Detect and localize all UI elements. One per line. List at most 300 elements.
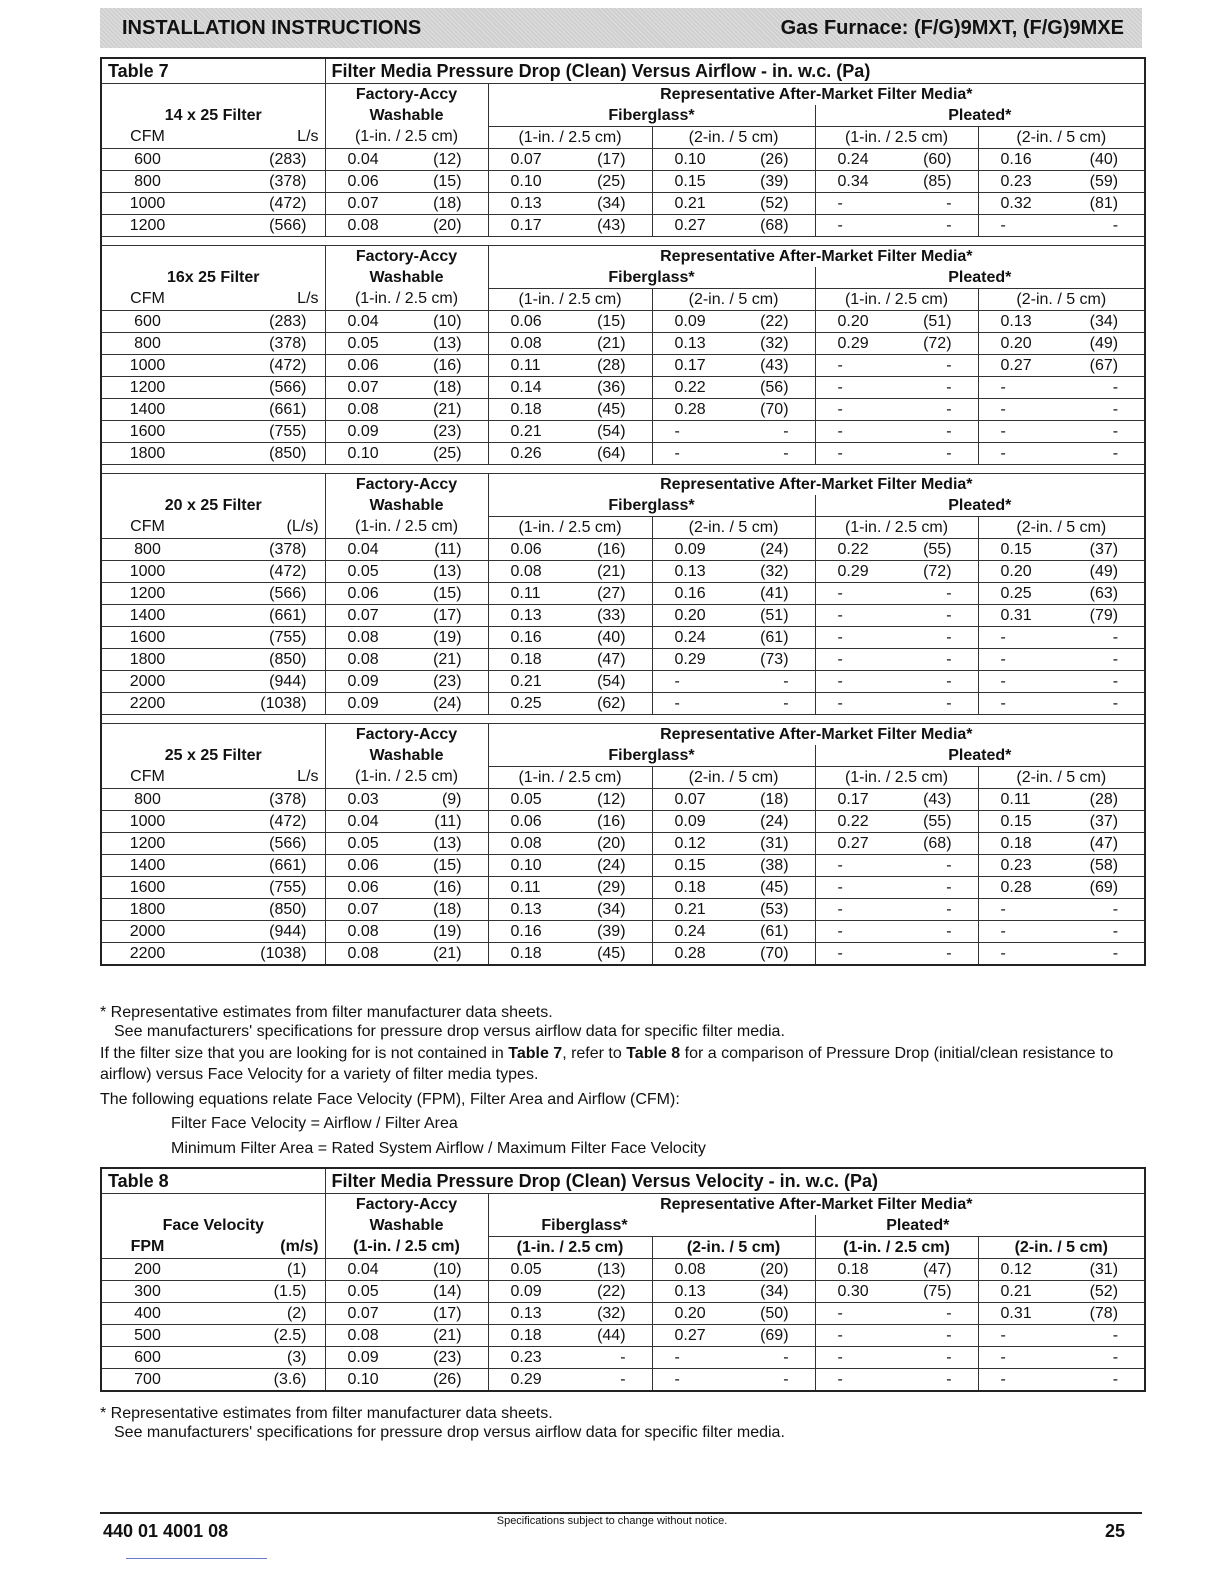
table-7-section-3-unit-5: (2-in. / 5 cm) [652, 517, 815, 539]
table-7-section-2-row [101, 443, 1145, 465]
table-7-section-4-cell: (38) [732, 855, 815, 877]
table-7-section-4-unit-2: L/s [185, 767, 325, 789]
page-number: 25 [1104, 1521, 1125, 1541]
table-7-section-2-cell: - [1058, 443, 1145, 465]
table-7-section-2-cell: - [895, 377, 978, 399]
table-7-section-3-blank-cell [101, 474, 325, 496]
table-7-section-4-cell: 0.06 [488, 811, 569, 833]
intro-text-c: for a comparison of Pressure Drop (initial/clean resistance to airflow) versus Face Velocity for a variety of filter media types. [100, 1045, 1114, 1083]
table-7-section-3-cell: (37) [1058, 539, 1145, 561]
table-8-cell: (17) [415, 1303, 488, 1325]
table-7-section-2-cell: - [895, 443, 978, 465]
table-8-cell: - [815, 1325, 895, 1347]
table-7-section-1-cell: 0.07 [488, 149, 569, 171]
table-8-cell: (78) [1058, 1303, 1145, 1325]
table-7-section-4-row [101, 855, 1145, 877]
table-8-cell: (2.5) [185, 1325, 325, 1347]
table-7-section-3-cell: - [895, 605, 978, 627]
table-7-section-2-cell: - [1058, 399, 1145, 421]
table-7-section-4-cell: (472) [185, 811, 325, 833]
table-7-section-2-cell: 1800 [101, 443, 185, 465]
table-8-cell: (31) [1058, 1259, 1145, 1281]
table-7-section-3-aftermarket-label: Representative After-Market Filter Media* [488, 474, 1145, 496]
table-7-section-4-cell: (566) [185, 833, 325, 855]
table-7-section-4-cell: (43) [895, 789, 978, 811]
table-7-section-1-row [101, 149, 1145, 171]
table-7-section-4-cell: 0.22 [815, 811, 895, 833]
table-7-section-2-factory-label-1: Factory-Accy [325, 246, 488, 268]
table-7-section-4-row [101, 943, 1145, 966]
table-7-section-3-cell: (850) [185, 649, 325, 671]
table-7-section-4-unit-5: (2-in. / 5 cm) [652, 767, 815, 789]
table-8-row [101, 1303, 1145, 1325]
table-7-section-2-cell: - [978, 399, 1058, 421]
table-7-section-4-row [101, 811, 1145, 833]
table-7-section-3-cell: 1400 [101, 605, 185, 627]
table-7-section-3-cell: 0.09 [652, 539, 732, 561]
table-7-section-4-cell: (15) [415, 855, 488, 877]
table-7-section-3-header-row-1 [101, 474, 1145, 496]
table-7-section-4-cell: - [815, 921, 895, 943]
table-7-section-1-cell: 1200 [101, 215, 185, 237]
table-8-unit-4: (1-in. / 2.5 cm) [488, 1237, 652, 1259]
table-7-section-4-cell: 0.17 [815, 789, 895, 811]
table-7-section-4-cell: - [815, 899, 895, 921]
table-7-section-4-cell: (9) [415, 789, 488, 811]
table-7-section-3-cell: 0.16 [652, 583, 732, 605]
table-8-cell: - [895, 1325, 978, 1347]
table-7-section-3-row [101, 561, 1145, 583]
table-7-section-3-cell: 0.20 [978, 561, 1058, 583]
table-7-section-3-cell: 0.11 [488, 583, 569, 605]
table-7-section-2-cell: 0.04 [325, 311, 415, 333]
table-7-section-3-cell: (661) [185, 605, 325, 627]
table-7-section-4-cell: 0.28 [652, 943, 732, 966]
table-7-section-4-cell: (12) [569, 789, 652, 811]
table-7-section-2-cell: 0.07 [325, 377, 415, 399]
table-7-section-4-cell: 0.07 [652, 789, 732, 811]
table-7-section-3-cell: 1200 [101, 583, 185, 605]
table-7-section-4-cell: 0.13 [488, 899, 569, 921]
table-8-title-row [101, 1168, 1145, 1194]
table-7-section-1-cell: 0.16 [978, 149, 1058, 171]
table-7-section-2-cell: (15) [569, 311, 652, 333]
table-8-cell: 0.21 [978, 1281, 1058, 1303]
table-7-section-1-cell: 800 [101, 171, 185, 193]
table-7-section-3-cell: - [895, 583, 978, 605]
table-7-section-2-cell: - [815, 443, 895, 465]
table-7-section-3-cell: (17) [415, 605, 488, 627]
table-7-section-2-fiberglass-label: Fiberglass* [488, 267, 815, 289]
table-7-section-2-cell: (23) [415, 421, 488, 443]
table-7-section-4-header-row-1 [101, 724, 1145, 746]
table-7-section-4-cell: 0.28 [978, 877, 1058, 899]
table-7-section-1-cell: (283) [185, 149, 325, 171]
table-7-section-4-fiberglass-label: Fiberglass* [488, 745, 815, 767]
table-7-section-1-cell: (26) [732, 149, 815, 171]
table-7-section-2-unit-4: (1-in. / 2.5 cm) [488, 289, 652, 311]
footer-disclaimer: Specifications subject to change without notice. [496, 1515, 728, 1527]
table-7-section-2-cell: (378) [185, 333, 325, 355]
table-8-footnote [100, 1404, 1144, 1442]
footer-link-underline [126, 1558, 267, 1559]
table-7-section-3-unit-6: (1-in. / 2.5 cm) [815, 517, 978, 539]
table-7-section-3-header-row-2 [101, 495, 1145, 517]
intro-text-b: , refer to [562, 1045, 627, 1062]
table-7-section-1-cell: (566) [185, 215, 325, 237]
table-7-section-2-cell: (28) [569, 355, 652, 377]
table-7-section-4-unit-1: CFM [101, 767, 185, 789]
table-7-section-3-cell: (73) [732, 649, 815, 671]
table-7-section-3-row [101, 671, 1145, 693]
table-7-section-3-cell: (19) [415, 627, 488, 649]
table-8-unit-1: FPM [101, 1237, 185, 1259]
table-7-section-1-cell: (18) [415, 193, 488, 215]
table-7-section-4-row [101, 833, 1145, 855]
table-7-section-3-cell: (472) [185, 561, 325, 583]
table-7-section-4-header-row-2 [101, 745, 1145, 767]
table-7-section-1-cell: (52) [732, 193, 815, 215]
table-7-section-1-cell: (81) [1058, 193, 1145, 215]
table-7-section-4-cell: (47) [1058, 833, 1145, 855]
table-7-section-3-cell: 0.18 [488, 649, 569, 671]
table-7-section-2-cell: 0.13 [652, 333, 732, 355]
table-7-section-1-cell: 0.13 [488, 193, 569, 215]
table-7-section-3-cell: - [895, 627, 978, 649]
table-7-section-3-cell: 0.09 [325, 693, 415, 715]
table-7-section-2-cell: 1200 [101, 377, 185, 399]
table-7-section-3-cell: - [652, 671, 732, 693]
table-7-section-2-cell: - [1058, 421, 1145, 443]
table-7-section-1-unit-4: (1-in. / 2.5 cm) [488, 127, 652, 149]
table-7-section-4-cell: 0.05 [325, 833, 415, 855]
table-7-section-4-row [101, 921, 1145, 943]
table-8-cell: - [978, 1369, 1058, 1392]
table-7-section-3-unit-7: (2-in. / 5 cm) [978, 517, 1145, 539]
table-8-cell: 0.18 [488, 1325, 569, 1347]
equations-intro: The following equations relate Face Velocity (FPM), Filter Area and Airflow (CFM): [100, 1091, 680, 1108]
table-7-section-4-cell: (24) [732, 811, 815, 833]
table-7-section-4-cell: 1000 [101, 811, 185, 833]
table-7-section-4-cell: - [815, 877, 895, 899]
table-7-footnote-2: See manufacturers' specifications for pressure drop versus airflow data for specific filter media. [114, 1023, 785, 1040]
table-8-reference: Table 8 [626, 1045, 681, 1062]
table-7-section-4-cell: - [978, 943, 1058, 966]
table-7-section-1-unit-1: CFM [101, 127, 185, 149]
table-7-section-2-cell: 0.29 [815, 333, 895, 355]
table-7-section-4-cell: - [978, 921, 1058, 943]
table-7-section-3-cell: 0.25 [978, 583, 1058, 605]
table-7-section-2-cell: - [732, 443, 815, 465]
table-7-reference: Table 7 [508, 1045, 563, 1062]
equation-minimum-area: Minimum Filter Area = Rated System Airflow / Maximum Filter Face Velocity [171, 1140, 706, 1157]
table-7-section-3-cell: (21) [569, 561, 652, 583]
table-7-section-2-cell: (850) [185, 443, 325, 465]
table-7-section-2-cell: (64) [569, 443, 652, 465]
table-7-section-2-cell: 0.20 [978, 333, 1058, 355]
table-7-section-2-cell: (25) [415, 443, 488, 465]
table-7-section-4-cell: (45) [569, 943, 652, 966]
table-8-unit-2: (m/s) [185, 1237, 325, 1259]
table-7-section-3-cell: 0.25 [488, 693, 569, 715]
table-8-cell: (1) [185, 1259, 325, 1281]
table-7-section-1-blank-cell [101, 84, 325, 106]
table-8-cell: 0.04 [325, 1259, 415, 1281]
table-7-section-2-row [101, 399, 1145, 421]
table-7-section-2-cell: (18) [415, 377, 488, 399]
table-8-cell: 0.09 [325, 1347, 415, 1369]
page-header [100, 8, 1142, 48]
table-7-section-2-cell: (566) [185, 377, 325, 399]
table-7-section-2-cell: (22) [732, 311, 815, 333]
table-8-cell: (20) [732, 1259, 815, 1281]
table-8-cell: 0.13 [652, 1281, 732, 1303]
table-7-gap-cell [101, 237, 1145, 246]
table-8-cell: 0.08 [325, 1325, 415, 1347]
table-7-section-3-row [101, 693, 1145, 715]
table-8-unit-6: (1-in. / 2.5 cm) [815, 1237, 978, 1259]
table-8-cell: - [1058, 1347, 1145, 1369]
table-7-section-4-cell: (20) [569, 833, 652, 855]
table-7-section-4-cell: (34) [569, 899, 652, 921]
table-7-section-3-cell: - [978, 693, 1058, 715]
table-7-section-2-cell: - [1058, 377, 1145, 399]
table-7-section-4-cell: 0.09 [652, 811, 732, 833]
table-7-section-2-cell: 0.14 [488, 377, 569, 399]
table-7-section-3-unit-4: (1-in. / 2.5 cm) [488, 517, 652, 539]
table-7-section-3-cell: - [732, 671, 815, 693]
table-7-section-3-cell: 0.21 [488, 671, 569, 693]
table-7-section-2-cell: - [732, 421, 815, 443]
table-7-section-1-cell: 0.23 [978, 171, 1058, 193]
table-7-section-2-cell: (10) [415, 311, 488, 333]
table-7-section-3-cell: (24) [415, 693, 488, 715]
table-8-unit-3: (1-in. / 2.5 cm) [325, 1237, 488, 1259]
equation-face-velocity: Filter Face Velocity = Airflow / Filter Area [171, 1115, 458, 1132]
table-8-cell: - [652, 1369, 732, 1392]
table-7-section-4-cell: 0.23 [978, 855, 1058, 877]
table-7-section-4-cell: 0.11 [488, 877, 569, 899]
table-7-section-1-units-row [101, 127, 1145, 149]
table-7-section-4-cell: (16) [569, 811, 652, 833]
table-7-section-2-pleated-label: Pleated* [815, 267, 1145, 289]
table-7-section-2-cell: - [815, 355, 895, 377]
table-8-cell: 600 [101, 1347, 185, 1369]
table-7-section-2-cell: 0.22 [652, 377, 732, 399]
table-7-section-2-row [101, 311, 1145, 333]
table-7-section-1-cell: (43) [569, 215, 652, 237]
table-7-section-2-cell: 0.21 [488, 421, 569, 443]
table-7-section-1-cell: (39) [732, 171, 815, 193]
table-7-section-3-cell: 0.29 [652, 649, 732, 671]
table-7-section-3-cell: 0.31 [978, 605, 1058, 627]
table-7-section-1-cell: 0.21 [652, 193, 732, 215]
table-7-section-4-unit-4: (1-in. / 2.5 cm) [488, 767, 652, 789]
table-8-cell: (3.6) [185, 1369, 325, 1392]
table-8-cell: 0.20 [652, 1303, 732, 1325]
table-7-section-4-cell: 1600 [101, 877, 185, 899]
table-8-cell: 200 [101, 1259, 185, 1281]
table-7-section-4-cell: 0.15 [978, 811, 1058, 833]
table-7-section-4-cell: (68) [895, 833, 978, 855]
table-7-section-3-cell: 0.04 [325, 539, 415, 561]
table-7-section-4-cell: (28) [1058, 789, 1145, 811]
table-7-section-3-row [101, 539, 1145, 561]
table-7-section-2-cell: (13) [415, 333, 488, 355]
table-7-section-4-cell: 0.15 [652, 855, 732, 877]
table-8-cell: (22) [569, 1281, 652, 1303]
intro-text-a: If the filter size that you are looking for is not contained in [100, 1045, 509, 1062]
table-7-section-2-unit-3: (1-in. / 2.5 cm) [325, 289, 488, 311]
table-7-section-1-cell: 0.10 [652, 149, 732, 171]
table-7-section-4-cell: 800 [101, 789, 185, 811]
table-7-section-4-cell: (755) [185, 877, 325, 899]
table-7-section-gap [101, 237, 1145, 246]
table-7-section-2-cell: (34) [1058, 311, 1145, 333]
table-7-section-2-cell: (21) [569, 333, 652, 355]
table-7-section-4-cell: 0.07 [325, 899, 415, 921]
table-7-section-2-cell: - [652, 421, 732, 443]
table-8-cell: (23) [415, 1347, 488, 1369]
table-7-section-1-cell: (378) [185, 171, 325, 193]
table-7-section-4-cell: 0.08 [325, 921, 415, 943]
table-7-section-3-cell: (378) [185, 539, 325, 561]
table-8-fiberglass-label: Fiberglass* [488, 1215, 815, 1237]
table-7-section-2-cell: 600 [101, 311, 185, 333]
table-7-section-2-cell: (21) [415, 399, 488, 421]
table-7-section-3-row [101, 627, 1145, 649]
table-7-section-3-unit-1: CFM [101, 517, 185, 539]
table-7-section-4-cell: - [978, 899, 1058, 921]
table-7-section-2-cell: - [815, 377, 895, 399]
table-7-section-3-cell: 0.06 [325, 583, 415, 605]
table-7-section-3-row [101, 649, 1145, 671]
table-8-row [101, 1281, 1145, 1303]
table-7-section-3-cell: 0.29 [815, 561, 895, 583]
table-7-section-1-cell: (60) [895, 149, 978, 171]
table-7-section-4-aftermarket-label: Representative After-Market Filter Media* [488, 724, 1145, 746]
table-7-section-4-row [101, 877, 1145, 899]
table-7-section-2-cell: 0.27 [978, 355, 1058, 377]
table-7-section-2-cell: (72) [895, 333, 978, 355]
table-7-section-4-cell: (29) [569, 877, 652, 899]
table-7-section-1-cell: (472) [185, 193, 325, 215]
table-8-cell: (13) [569, 1259, 652, 1281]
table-7-section-1-cell: 0.17 [488, 215, 569, 237]
table-7-section-2-unit-2: L/s [185, 289, 325, 311]
table-7-section-4-row [101, 789, 1145, 811]
table-7-section-4-cell: 0.12 [652, 833, 732, 855]
table-7-section-2-cell: 0.09 [325, 421, 415, 443]
table-7-section-1-aftermarket-label: Representative After-Market Filter Media* [488, 84, 1145, 106]
table-7-section-1-cell: 0.04 [325, 149, 415, 171]
table-7-section-2-cell: 0.06 [325, 355, 415, 377]
table-7-section-3-cell: - [895, 693, 978, 715]
table-7-section-1-unit-5: (2-in. / 5 cm) [652, 127, 815, 149]
table-8-cell: (34) [732, 1281, 815, 1303]
intro-paragraph [100, 1043, 1144, 1085]
table-8-cell: 0.31 [978, 1303, 1058, 1325]
table-7-section-4-cell: 0.10 [488, 855, 569, 877]
table-7-section-3-cell: (755) [185, 627, 325, 649]
table-7-section-2-cell: 0.20 [815, 311, 895, 333]
table-7-section-4-cell: 2000 [101, 921, 185, 943]
table-8-blank-cell [101, 1194, 325, 1216]
table-7-section-4-pleated-label: Pleated* [815, 745, 1145, 767]
table-7-section-3-cell: 0.13 [652, 561, 732, 583]
table-7-section-4-cell: - [815, 855, 895, 877]
table-7-section-2-blank-cell [101, 246, 325, 268]
table-7-section-2-cell: (755) [185, 421, 325, 443]
table-8-cell: 0.27 [652, 1325, 732, 1347]
table-7-section-1-cell: (17) [569, 149, 652, 171]
table-7-section-2-cell: 1400 [101, 399, 185, 421]
table-7-section-1-cell: (85) [895, 171, 978, 193]
table-7-section-2-cell: 0.28 [652, 399, 732, 421]
table-7-section-1-row [101, 171, 1145, 193]
table-7-section-3-cell: (1038) [185, 693, 325, 715]
table-7-section-3-cell: (49) [1058, 561, 1145, 583]
table-7-section-1-cell: 0.08 [325, 215, 415, 237]
table-8-cell: 400 [101, 1303, 185, 1325]
table-7-section-2-cell: (54) [569, 421, 652, 443]
table-7-section-3-cell: (944) [185, 671, 325, 693]
table-8-cell: 700 [101, 1369, 185, 1392]
table-7-section-4-cell: 0.18 [488, 943, 569, 966]
table-8-cell: 0.09 [488, 1281, 569, 1303]
table-7-section-3-factory-label-2: Washable [325, 495, 488, 517]
table-7-title-row [101, 58, 1145, 84]
table-8-units-row [101, 1237, 1145, 1259]
table-7-section-3-cell: (47) [569, 649, 652, 671]
table-7-section-3-cell: - [652, 693, 732, 715]
table-7-section-1-cell: - [815, 215, 895, 237]
footer-rule [100, 1512, 1142, 1514]
table-7-section-1-cell: (12) [415, 149, 488, 171]
table-7-section-3-cell: - [978, 649, 1058, 671]
table-7-section-2-unit-7: (2-in. / 5 cm) [978, 289, 1145, 311]
table-7-section-4-cell: (18) [732, 789, 815, 811]
table-7-section-2-row [101, 333, 1145, 355]
table-7-section-1-unit-7: (2-in. / 5 cm) [978, 127, 1145, 149]
table-7-section-3-cell: - [895, 649, 978, 671]
table-7-section-3-cell: 0.08 [325, 627, 415, 649]
table-7-section-2-cell: 0.26 [488, 443, 569, 465]
table-7-section-4-cell: (11) [415, 811, 488, 833]
table-8-aftermarket-label: Representative After-Market Filter Media* [488, 1194, 1145, 1216]
table-8-cell: (69) [732, 1325, 815, 1347]
table-7-section-3-cell: 0.24 [652, 627, 732, 649]
table-7-section-3-cell: (61) [732, 627, 815, 649]
table-7-section-4-filter-name: 25 x 25 Filter [164, 746, 262, 764]
table-7-section-4-cell: (16) [415, 877, 488, 899]
table-8-cell: 0.08 [652, 1259, 732, 1281]
table-8-cell: - [1058, 1369, 1145, 1392]
table-8-header-row-2 [101, 1215, 1145, 1237]
table-7-section-1-factory-label-1: Factory-Accy [325, 84, 488, 106]
table-7-section-1-cell: (25) [569, 171, 652, 193]
table-8-cell: 0.23 [488, 1347, 569, 1369]
table-7-section-2-cell: (51) [895, 311, 978, 333]
table-8-cell: - [978, 1325, 1058, 1347]
table-7-section-3-cell: (40) [569, 627, 652, 649]
table-7-section-1-row [101, 193, 1145, 215]
table-7-section-3-cell: (41) [732, 583, 815, 605]
table-7-section-2-cell: (32) [732, 333, 815, 355]
table-7-section-2-cell: (67) [1058, 355, 1145, 377]
table-8-cell: - [569, 1369, 652, 1392]
table-7-section-3-cell: (33) [569, 605, 652, 627]
